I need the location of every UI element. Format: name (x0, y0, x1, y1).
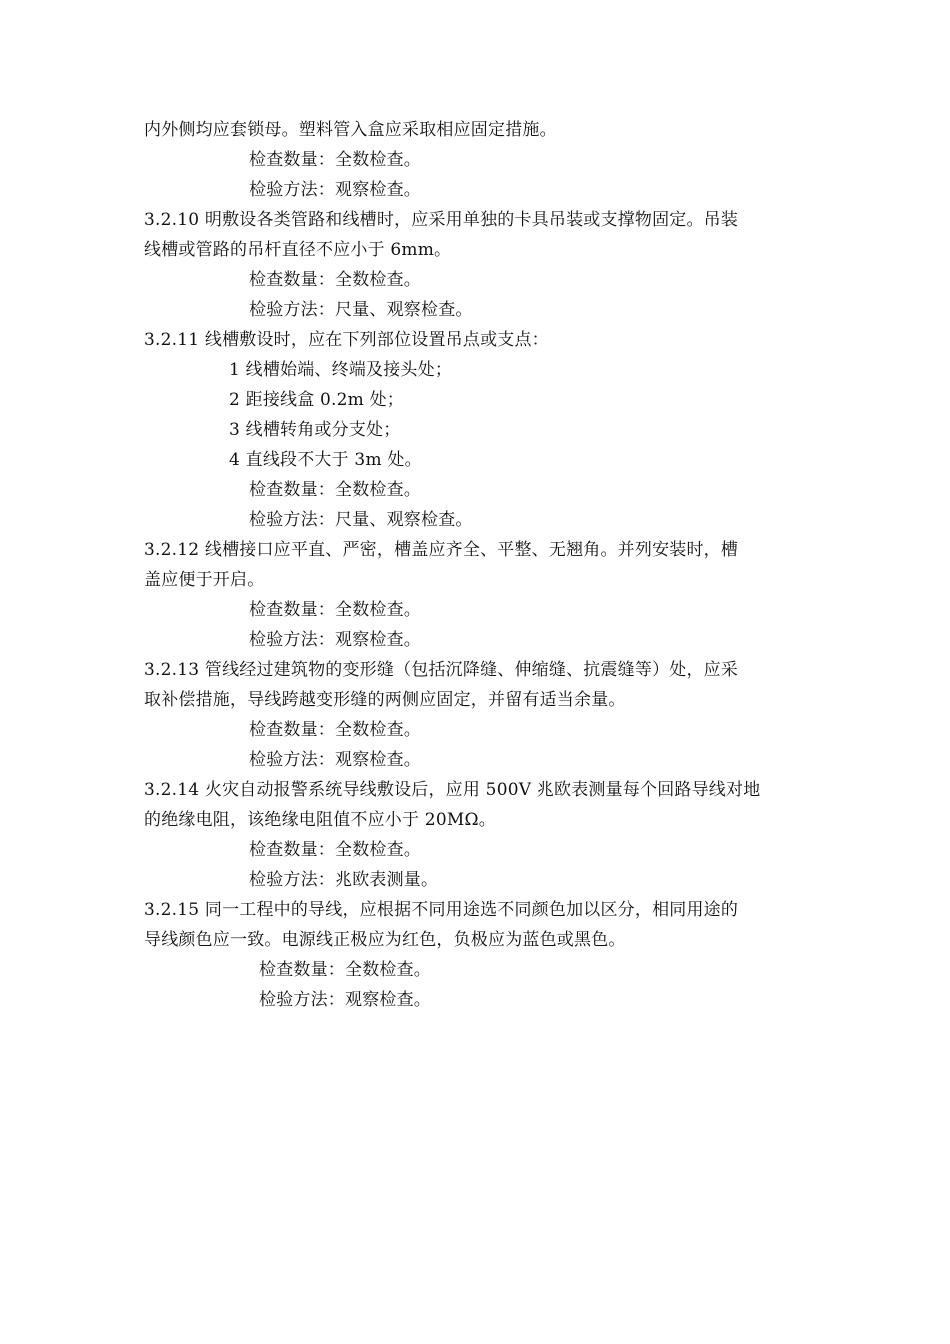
text-line: 检验方法：观察检查。 (249, 180, 421, 200)
text-line: 检验方法：尺量、观察检查。 (249, 300, 473, 320)
list-item: 1 线槽始端、终端及接头处； (229, 360, 453, 380)
text-line: 检查数量：全数检查。 (249, 840, 421, 860)
clause-3-2-10: 3.2.10 明敷设各类管路和线槽时，应采用单独的卡具吊装或支撑物固定。吊装 (144, 210, 739, 230)
text-line: 检验方法：观察检查。 (249, 630, 421, 650)
text-line: 检验方法：兆欧表测量。 (249, 870, 439, 890)
list-item: 3 线槽转角或分支处； (229, 420, 401, 440)
text-line: 检查数量：全数检查。 (249, 150, 421, 170)
text-line: 线槽或管路的吊杆直径不应小于 6mm。 (144, 240, 452, 260)
clause-3-2-11: 3.2.11 线槽敷设时，应在下列部位设置吊点或支点： (144, 330, 549, 350)
text-line: 检验方法：观察检查。 (259, 990, 431, 1010)
clause-3-2-14: 3.2.14 火灾自动报警系统导线敷设后，应用 500V 兆欧表测量每个回路导线对地 (144, 780, 761, 800)
text-line: 盖应便于开启。 (144, 570, 265, 590)
text-line: 检查数量：全数检查。 (249, 480, 421, 500)
text-line: 检查数量：全数检查。 (249, 720, 421, 740)
text-line: 内外侧均应套锁母。塑料管入盒应采取相应固定措施。 (144, 120, 557, 140)
text-line: 检查数量：全数检查。 (249, 600, 421, 620)
list-item: 4 直线段不大于 3m 处。 (229, 450, 422, 470)
text-line: 导线颜色应一致。电源线正极应为红色，负极应为蓝色或黑色。 (144, 930, 626, 950)
text-line: 取补偿措施，导线跨越变形缝的两侧应固定，并留有适当余量。 (144, 690, 626, 710)
text-line: 检查数量：全数检查。 (259, 960, 431, 980)
clause-3-2-12: 3.2.12 线槽接口应平直、严密，槽盖应齐全、平整、无翘角。并列安装时，槽 (144, 540, 739, 560)
text-line: 检验方法：尺量、观察检查。 (249, 510, 473, 530)
clause-3-2-13: 3.2.13 管线经过建筑物的变形缝（包括沉降缝、伸缩缝、抗震缝等）处，应采 (144, 660, 739, 680)
list-item: 2 距接线盒 0.2m 处； (229, 390, 404, 410)
text-line: 的绝缘电阻，该绝缘电阻值不应小于 20MΩ。 (144, 810, 496, 830)
text-line: 检查数量：全数检查。 (249, 270, 421, 290)
clause-3-2-15: 3.2.15 同一工程中的导线，应根据不同用途选不同颜色加以区分，相同用途的 (144, 900, 739, 920)
text-line: 检验方法：观察检查。 (249, 750, 421, 770)
